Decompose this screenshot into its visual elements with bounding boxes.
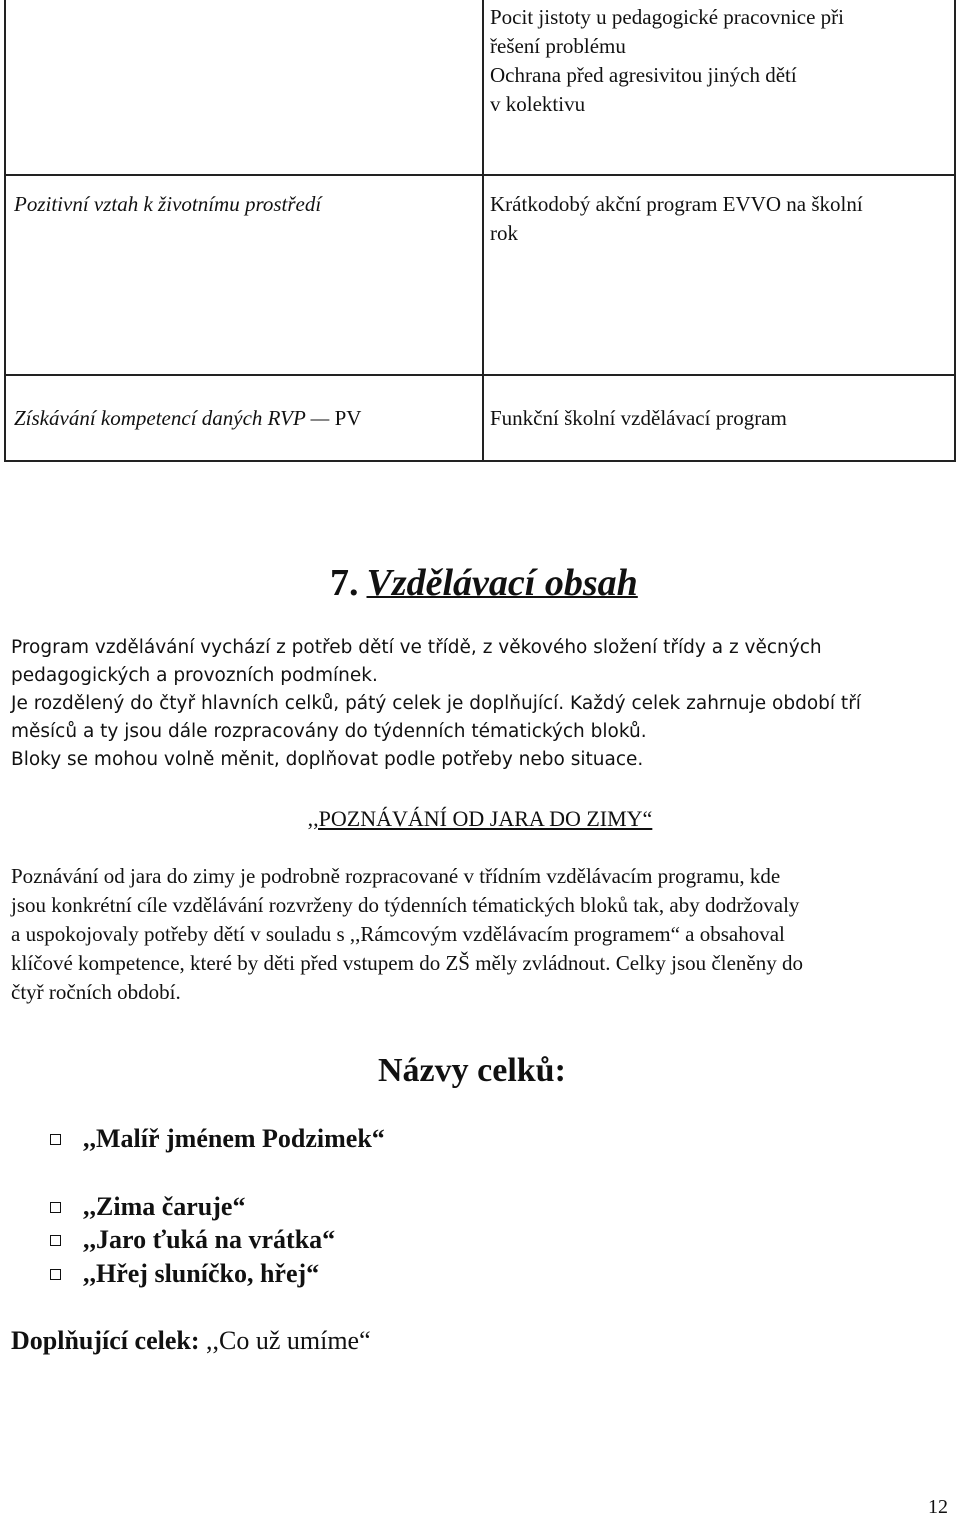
unit-name: ,,Hřej sluníčko, hřej“ <box>83 1259 320 1288</box>
table-cell-line: řešení problému <box>490 34 626 58</box>
table-cell-text: Získávání kompetencí daných RVP <box>14 406 306 430</box>
checkbox-bullet-icon <box>50 1202 61 1213</box>
unit-name: ,,Malíř jménem Podzimek“ <box>83 1124 385 1153</box>
paragraph-line: a uspokojovaly potřeby dětí v souladu s ,,Rámcovým vzdělávacím programem“ a obsahoval <box>11 922 785 946</box>
section-title: Vzdělávací obsah <box>366 562 638 604</box>
table-cell-row2-right <box>490 190 940 248</box>
checkbox-bullet-icon <box>50 1269 61 1280</box>
table-cell-row2-left: Pozitivní vztah k životnímu prostředí <box>14 192 322 216</box>
content-table <box>4 0 956 462</box>
table-cell-line: Krátkodobý akční program EVVO na školní <box>490 192 863 216</box>
section-number: 7. <box>330 562 359 604</box>
table-cell-line: Pocit jistoty u pedagogické pracovnice při <box>490 5 844 29</box>
table-cell-line: rok <box>490 221 518 245</box>
table-cell-line: v kolektivu <box>490 92 586 116</box>
paragraph-line: Poznávání od jara do zimy je podrobně rozpracované v třídním vzdělávacím programu, kde <box>11 864 781 888</box>
paragraph-line: Bloky se mohou volně měnit, doplňovat podle potřeby nebo situace. <box>11 749 644 770</box>
supplementary-label: Doplňující celek: <box>11 1326 200 1355</box>
unit-list-item <box>50 1190 245 1224</box>
program-subheading <box>0 804 960 834</box>
table-cell-row3-left: Získávání kompetencí daných RVP — PV <box>14 406 362 430</box>
paragraph-line: měsíců a ty jsou dále rozpracovány do týdenních tématických bloků. <box>11 721 647 742</box>
unit-list-item <box>50 1257 319 1291</box>
program-description <box>11 862 956 1007</box>
table-cell-row3-right: Funkční školní vzdělávací program <box>490 406 787 430</box>
unit-name: ,,Jaro ťuká na vrátka“ <box>83 1225 336 1254</box>
paragraph-line: pedagogických a provozních podmínek. <box>11 665 378 686</box>
table-column-divider <box>482 0 484 460</box>
table-row-divider <box>6 174 954 176</box>
paragraph-line: Program vzdělávání vychází z potřeb dětí ve třídě, z věkového složení třídy a z věcných <box>11 637 822 658</box>
unit-list-item <box>50 1223 335 1257</box>
paragraph-line: čtyř ročních období. <box>11 980 181 1004</box>
unit-name: ,,Zima čaruje“ <box>83 1192 246 1221</box>
page-number: 12 <box>928 1496 948 1518</box>
unit-list-item <box>50 1122 385 1156</box>
program-subheading-text: ,,POZNÁVÁNÍ OD JARA DO ZIMY“ <box>307 806 653 831</box>
paragraph-line: klíčové kompetence, které by děti před vstupem do ZŠ měly zvládnout. Celky jsou členěny do <box>11 951 803 975</box>
paragraph-line: Je rozdělený do čtyř hlavních celků, pátý celek je doplňující. Každý celek zahrnuje období tří <box>11 693 861 714</box>
checkbox-bullet-icon <box>50 1134 61 1145</box>
table-cell-suffix: PV <box>334 406 362 430</box>
units-title: Názvy celků: <box>378 1052 566 1089</box>
table-cell-line: Ochrana před agresivitou jiných dětí <box>490 63 797 87</box>
paragraph-line: jsou konkrétní cíle vzdělávání rozvrženy do týdenních tématických bloků tak, aby dodržovaly <box>11 893 800 917</box>
supplementary-value: ,,Co už umíme“ <box>206 1326 371 1355</box>
table-row-divider <box>6 374 954 376</box>
table-cell-row1-right <box>490 3 940 119</box>
section-heading <box>330 560 638 606</box>
supplementary-unit <box>11 1324 371 1358</box>
checkbox-bullet-icon <box>50 1235 61 1246</box>
section-paragraph <box>11 634 951 774</box>
